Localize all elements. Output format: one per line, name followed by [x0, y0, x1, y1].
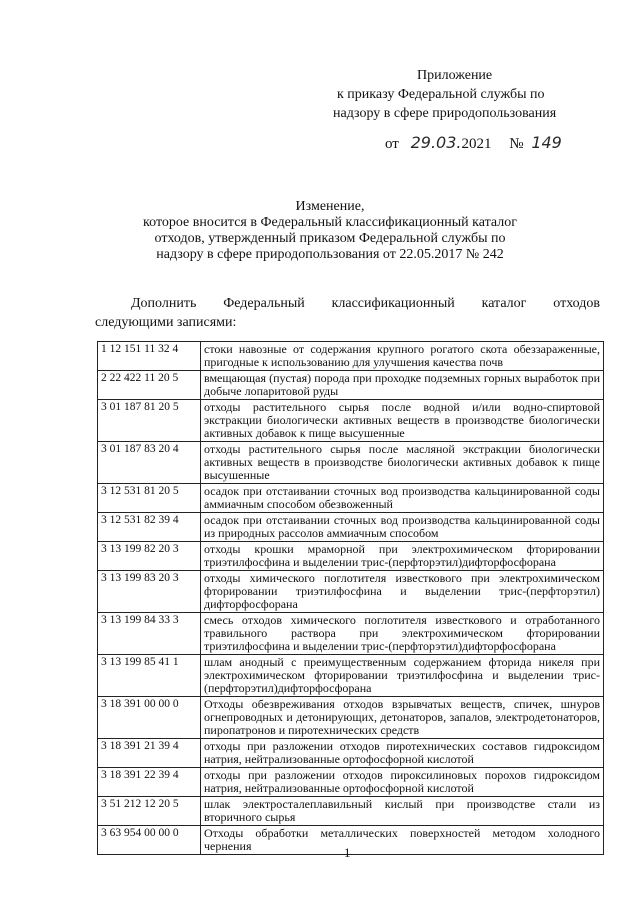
- table-row: [98, 826, 604, 855]
- waste-description-cell: отходы при разложении отходов пироксилиновых порохов гидроксидом натрия, нейтрализованные ортофосфорной кислотой: [201, 768, 604, 797]
- table-row: [98, 571, 604, 613]
- date-prefix: от: [385, 136, 399, 152]
- waste-description-cell: Отходы обработки металлических поверхностей методом холодного чернения: [201, 826, 604, 855]
- handwritten-date: 29.03.: [410, 133, 462, 152]
- table-row: [98, 613, 604, 655]
- table-row: [98, 400, 604, 442]
- waste-code-cell: 3 18 391 21 39 4: [98, 739, 201, 768]
- waste-description-cell: вмещающая (пустая) порода при проходке подземных горных выработок при добыче лопаритовой руды: [201, 371, 604, 400]
- appendix-agency-line: надзору в сфере природопользования: [333, 106, 557, 121]
- intro-paragraph: [95, 294, 600, 332]
- waste-description-cell: отходы растительного сырья после масляной экстракции биологически активных веществ в производстве биологически активных добавок к пище высушенные: [201, 442, 604, 484]
- waste-description-cell: осадок при отстаивании сточных вод производства кальцинированной соды аммиачным способом обезвоженный: [201, 484, 604, 513]
- title-line: надзору в сфере природопользования от 22.05.2017 № 242: [156, 247, 504, 262]
- waste-code-cell: 3 12 531 82 39 4: [98, 513, 201, 542]
- intro-word: каталог: [481, 296, 527, 311]
- waste-description-cell: отходы крошки мраморной при электрохимическом фторировании триэтилфосфина и выделении трис-(перфторэтил)дифторфосфорана: [201, 542, 604, 571]
- table-row: [98, 739, 604, 768]
- appendix-order-line: к приказу Федеральной службы по: [337, 87, 545, 102]
- intro-word: классификационный: [331, 296, 455, 311]
- waste-code-cell: 3 01 187 81 20 5: [98, 400, 201, 442]
- title-line: Изменение,: [295, 199, 365, 214]
- waste-description-cell: стоки навозные от содержания крупного рогатого скота обеззараженные, пригодные к использованию для улучшения качества почв: [201, 342, 604, 371]
- document-title: [120, 199, 540, 263]
- title-line: отходов, утвержденный приказом Федеральной службы по: [154, 231, 506, 246]
- waste-description-cell: отходы при разложении отходов пиротехнических составов гидроксидом натрия, нейтрализованные ортофосфорной кислотой: [201, 739, 604, 768]
- waste-code-cell: 3 51 212 12 20 5: [98, 797, 201, 826]
- page-number: 1: [344, 845, 351, 860]
- table-row: [98, 797, 604, 826]
- waste-description-cell: Отходы обезвреживания отходов взрывчатых веществ, спичек, шнуров огнепроводных и детонирующих, детонаторов, запалов, электродетонаторов, пиропатронов и пиротехнических средств: [201, 697, 604, 739]
- title-line: которое вносится в Федеральный классификационный каталог: [143, 215, 517, 230]
- table-row: [98, 542, 604, 571]
- table-row: [98, 513, 604, 542]
- table-row: [98, 768, 604, 797]
- appendix-label: Приложение: [417, 68, 493, 83]
- waste-description-cell: отходы растительного сырья после водной и/или водно-спиртовой экстракции биологически активных веществ в производстве биологически активных добавок к пище высушенные: [201, 400, 604, 442]
- waste-code-cell: 3 63 954 00 00 0: [98, 826, 201, 855]
- table-row: [98, 442, 604, 484]
- table-row: [98, 342, 604, 371]
- waste-code-cell: 3 12 531 81 20 5: [98, 484, 201, 513]
- waste-code-cell: 3 13 199 85 41 1: [98, 655, 201, 697]
- waste-code-cell: 2 22 422 11 20 5: [98, 371, 201, 400]
- waste-code-cell: 3 13 199 84 33 3: [98, 613, 201, 655]
- intro-line-2: следующими записями:: [95, 315, 237, 330]
- waste-code-cell: 3 13 199 83 20 3: [98, 571, 201, 613]
- table-row: [98, 371, 604, 400]
- waste-description-cell: шлам анодный с преимущественным содержанием фторида никеля при электрохимическом фторировании триэтилфосфина и выделении трис-(перфторэтил)дифторфосфорана: [201, 655, 604, 697]
- waste-catalog-table: [97, 341, 604, 855]
- intro-word: отходов: [553, 296, 600, 311]
- waste-description-cell: отходы химического поглотителя известкового при электрохимическом фторировании триэтилфосфина и выделении трис-(перфторэтил) дифторфосфорана: [201, 571, 604, 613]
- handwritten-number: 149: [531, 133, 562, 152]
- waste-description-cell: шлак электросталеплавильный кислый при производстве стали из вторичного сырья: [201, 797, 604, 826]
- order-date-line: [385, 133, 562, 153]
- date-year: 2021: [461, 136, 492, 152]
- number-prefix: №: [509, 136, 524, 152]
- waste-code-cell: 3 18 391 22 39 4: [98, 768, 201, 797]
- waste-code-cell: 3 18 391 00 00 0: [98, 697, 201, 739]
- intro-word: Дополнить: [131, 296, 197, 311]
- waste-code-cell: 3 01 187 83 20 4: [98, 442, 201, 484]
- waste-description-cell: смесь отходов химического поглотителя известкового и отработанного травильного раствора при электрохимическом фторировании триэтилфосфина и выделении трис-(перфторэтил)дифторфосфорана: [201, 613, 604, 655]
- waste-code-cell: 3 13 199 82 20 3: [98, 542, 201, 571]
- table-body: [98, 342, 604, 855]
- intro-word: Федеральный: [223, 296, 305, 311]
- table-row: [98, 697, 604, 739]
- table-row: [98, 655, 604, 697]
- intro-line-1: [95, 294, 600, 313]
- waste-code-cell: 1 12 151 11 32 4: [98, 342, 201, 371]
- waste-description-cell: осадок при отстаивании сточных вод производства кальцинированной соды из природных рассолов аммиачным способом: [201, 513, 604, 542]
- appendix-header: [333, 66, 623, 123]
- table-row: [98, 484, 604, 513]
